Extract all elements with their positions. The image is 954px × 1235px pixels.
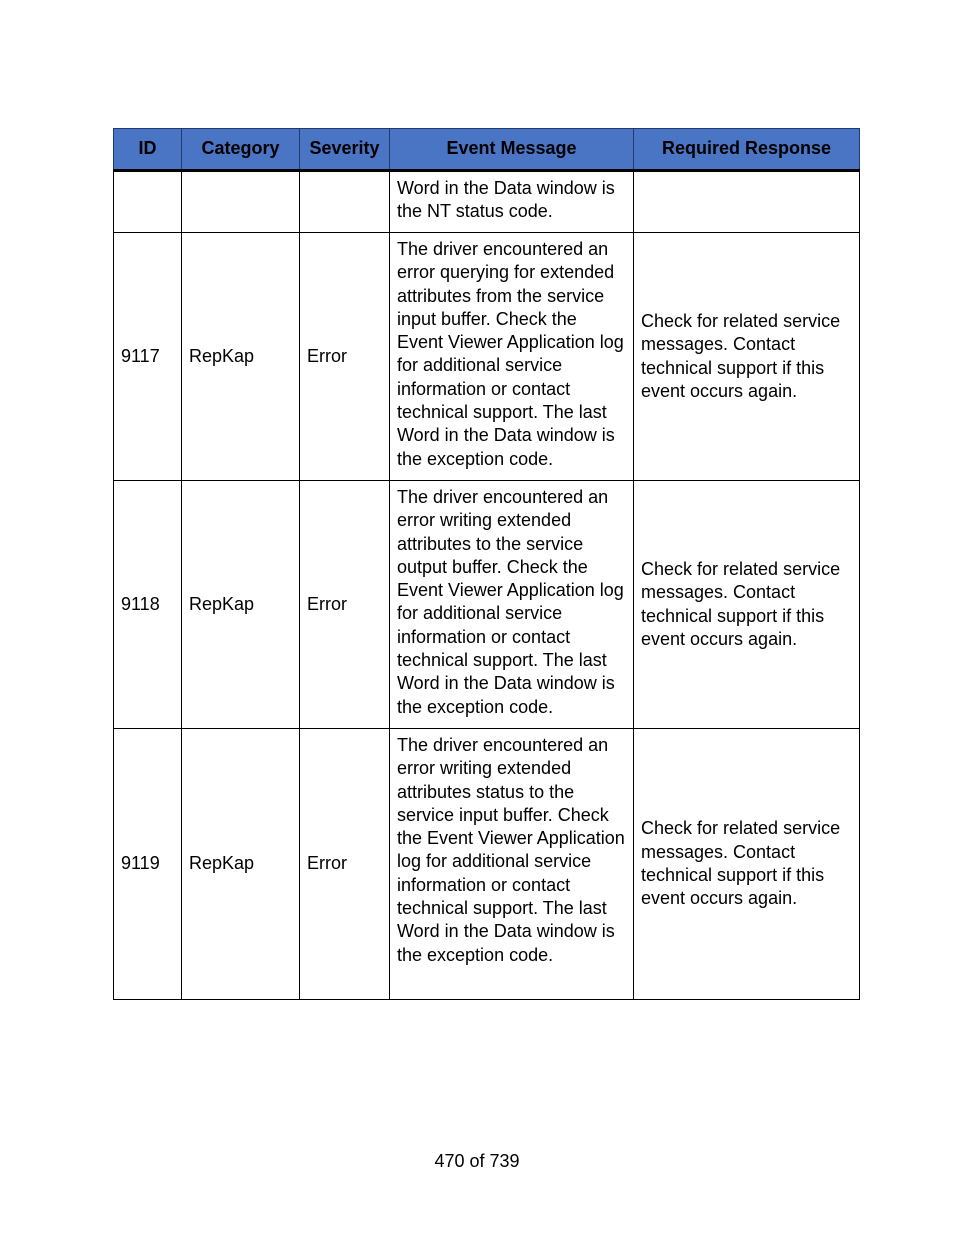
header-category: Category [182,129,300,171]
cell-required-response: Check for related service messages. Contact technical support if this event occurs again. [634,729,860,1000]
table-row [114,481,860,729]
cell-required-response [634,171,860,233]
cell-event-message: The driver encountered an error querying for extended attributes from the service input buffer. Check the Event Viewer Application log for additional service information or contact technical support. The last Word in the Data window is the exception code. [390,233,634,481]
table-row [114,171,860,233]
table-row [114,233,860,481]
header-id: ID [114,129,182,171]
cell-required-response: Check for related service messages. Contact technical support if this event occurs again. [634,481,860,729]
cell-event-message: The driver encountered an error writing extended attributes status to the service input buffer. Check the Event Viewer Application log for additional service information or contact technical support. The last Word in the Data window is the exception code. [390,729,634,1000]
cell-category [182,171,300,233]
cell-required-response: Check for related service messages. Contact technical support if this event occurs again. [634,233,860,481]
page-number: 470 of 739 [434,1151,520,1171]
cell-category: RepKap [182,233,300,481]
header-severity: Severity [300,129,390,171]
cell-severity [300,171,390,233]
cell-category: RepKap [182,729,300,1000]
header-required-response: Required Response [634,129,860,171]
cell-id: 9119 [114,729,182,1000]
cell-severity: Error [300,729,390,1000]
cell-event-message: The driver encountered an error writing extended attributes to the service output buffer. Check the Event Viewer Application log for additional service information or contact technical support. The last Word in the Data window is the exception code. [390,481,634,729]
cell-severity: Error [300,233,390,481]
cell-severity: Error [300,481,390,729]
table-row [114,729,860,1000]
table-header-row [114,129,860,171]
event-table [113,128,860,1000]
cell-id: 9117 [114,233,182,481]
cell-id: 9118 [114,481,182,729]
cell-event-message: Word in the Data window is the NT status code. [390,171,634,233]
cell-id [114,171,182,233]
header-event-message: Event Message [390,129,634,171]
cell-category: RepKap [182,481,300,729]
